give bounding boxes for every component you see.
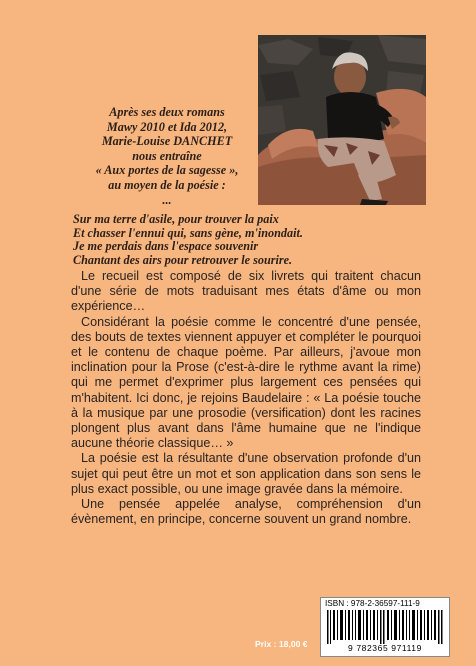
intro-line: ... [162,192,172,207]
isbn-barcode-box [320,597,450,657]
barcode-icon [327,610,443,644]
isbn-label: ISBN : 978-2-36597-111-9 [325,599,420,608]
poem-line: Je me perdais dans l'espace souvenir [73,239,259,254]
intro-line: Après ses deux romans [109,105,225,119]
author-photo [258,35,426,205]
summary-paragraph: Considérant la poésie comme le concentré d'une pensée, des bouts de textes viennent appuyer et compléter le pourquoi et le contenu de chaque poème. Par ailleurs, j'avoue mon inclination pour la Prose (c'est-à-dire le rythme avant la rime) qui me permet d'exprimer plus largement ces pensées qui m'habitent. Ici donc, je rejoins Baudelaire : « La poésie touche à la musique par une prosodie (versification) dont les racines plongent plus avant dans l'âme humaine que ne l'indique aucune théorie classique… » [71,314,421,451]
summary-paragraph: Le recueil est composé de six livrets qui traitent chacun d'une série de mots traduisant mes états d'âme ou mon expérience… [71,269,421,314]
intro-line: Mawy 2010 et Ida 2012, [106,119,228,134]
summary-paragraph: La poésie est la résultante d'une observation profonde d'un sujet qui peut être un mot et son application dans son sens le plus exact possible, ou une image gravée dans la mémoire. [71,451,421,496]
poem-excerpt [73,213,373,267]
poem-line: Sur ma terre d'asile, pour trouver la paix [73,212,279,226]
poem-line: Et chasser l'ennui qui, sans gène, m'inondait. [73,225,303,240]
intro-line: « Aux portes de la sagesse », [95,163,239,178]
poem-line: Chantant des airs pour retrouver le sourire. [73,252,293,267]
summary-text [71,269,421,527]
barcode-digits: 9 782365 971119 [348,643,422,653]
price-label: Prix : 18,00 € [255,639,308,649]
author-photo-image [258,35,426,205]
intro-line: nous entraîne [132,148,202,163]
summary-paragraph: Une pensée appelée analyse, compréhension d'un évènement, en principe, concerne souvent un grand nombre. [71,497,421,527]
intro-line: Marie-Louise DANCHET [101,134,233,149]
intro-text [77,105,257,207]
intro-line: au moyen de la poésie : [108,177,226,192]
